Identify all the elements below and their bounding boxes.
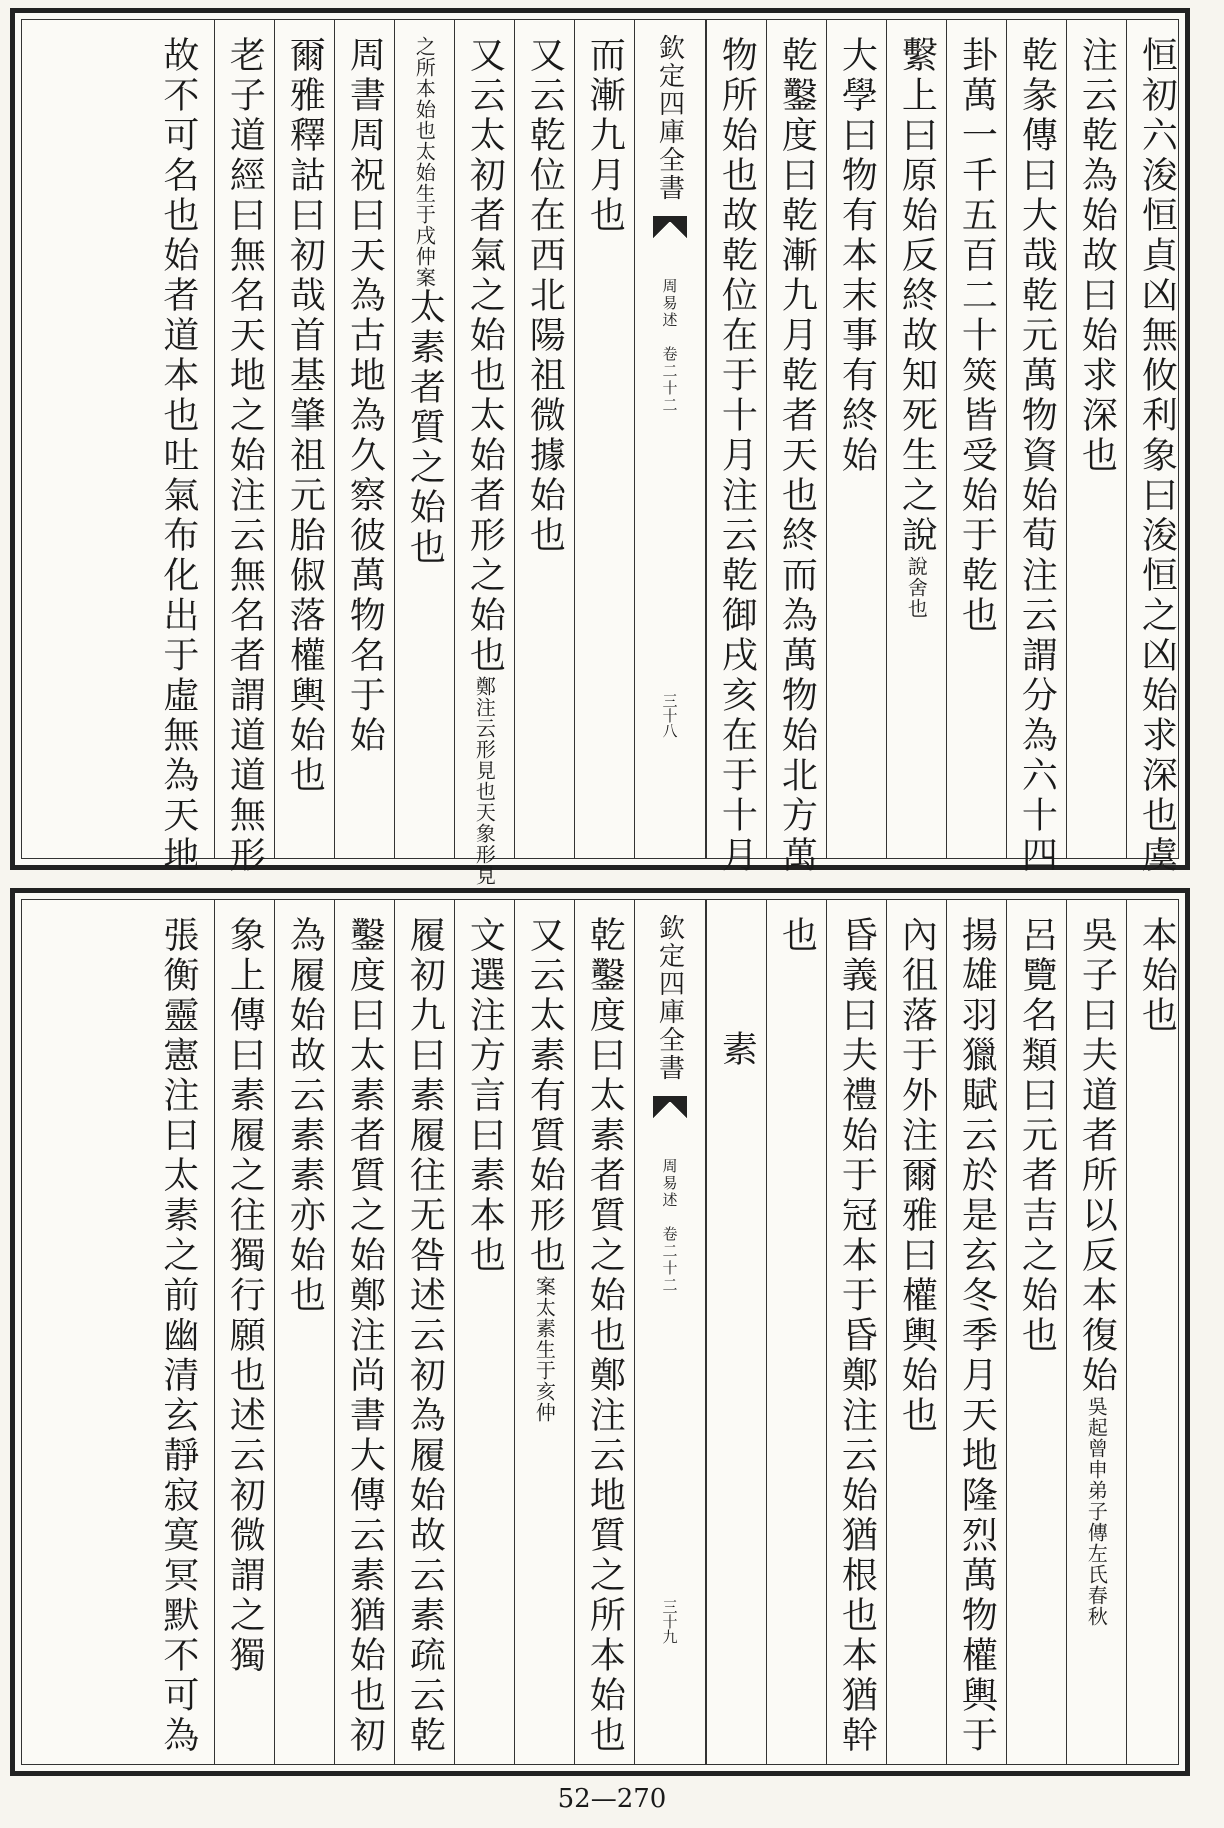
center-margin bbox=[634, 20, 706, 858]
annotation: 吳起曾申弟子傳左氏春秋 bbox=[1084, 1396, 1109, 1627]
text-column: 張衡靈憲注曰太素之前幽清玄靜寂寞冥默不可為 bbox=[157, 916, 199, 1756]
top-page-panel bbox=[10, 8, 1190, 886]
text-column: 文選注方言曰素本也 bbox=[454, 900, 514, 1764]
text-column: 卦萬一千五百二十筴皆受始于乾也 bbox=[946, 20, 1006, 858]
text-column: 周書周祝曰天為古地為久察彼萬物名于始 bbox=[334, 20, 394, 858]
text-column bbox=[514, 900, 574, 1764]
center-margin bbox=[634, 900, 706, 1764]
text-column: 也 bbox=[766, 900, 826, 1764]
text-column: 故不可名也始者道本也吐氣布化出于虛無為天地 bbox=[157, 36, 199, 876]
section-title: 周易述 卷二十二 bbox=[660, 1158, 679, 1294]
text-column bbox=[1066, 900, 1126, 1764]
text-column: 注云乾為始故曰始求深也 bbox=[1066, 20, 1126, 858]
text-column: 揚雄羽獵賦云於是玄冬季月天地隆烈萬物權輿于 bbox=[946, 900, 1006, 1764]
section-heading: 素 bbox=[716, 1030, 758, 1070]
fishtail-ornament bbox=[653, 216, 687, 238]
text-column: 乾彖傳曰大哉乾元萬物資始荀注云謂分為六十四 bbox=[1006, 20, 1066, 858]
text-column: 呂覽名類曰元者吉之始也 bbox=[1006, 900, 1066, 1764]
bottom-page-panel bbox=[10, 888, 1190, 1776]
annotation: 之所本始也太始生于戌仲 bbox=[412, 36, 437, 267]
fishtail-ornament bbox=[653, 1096, 687, 1118]
text-column: 又云乾位在西北陽祖微據始也 bbox=[514, 20, 574, 858]
section-heading-column bbox=[706, 900, 766, 1764]
text-column: 乾鑿度曰乾漸九月乾者天也終而為萬物始北方萬 bbox=[766, 20, 826, 858]
text-column: 本始也 bbox=[1126, 900, 1186, 1764]
main-text: 太素者質之始也 bbox=[404, 288, 446, 568]
folio-number: 三十九 bbox=[660, 1599, 679, 1644]
main-text: 繫上曰原始反終故知死生之說 bbox=[896, 36, 938, 556]
text-column: 恒初六浚恒貞凶無攸利象曰浚恒之凶始求深也虞 bbox=[1126, 20, 1186, 858]
annotation: 說舍也 bbox=[904, 556, 929, 619]
annotation: 鄭注云形見也天象形見 bbox=[472, 676, 497, 886]
text-column: 鑿度曰太素者質之始鄭注尚書大傳云素猶始也初 bbox=[334, 900, 394, 1764]
text-column: 象上傳曰素履之往獨行願也述云初微謂之獨 bbox=[214, 900, 274, 1764]
page-number: 52—270 bbox=[557, 1784, 667, 1814]
text-column: 履初九曰素履往无咎述云初為履始故云素疏云乾 bbox=[394, 900, 454, 1764]
annotation: 案太素生于亥仲 bbox=[532, 1276, 557, 1423]
book-title: 欽定四庫全書 bbox=[654, 914, 685, 1082]
text-column: 昏義曰夫禮始于冠本于昏鄭注云始猶根也本猶幹 bbox=[826, 900, 886, 1764]
text-column: 大學曰物有本末事有終始 bbox=[826, 20, 886, 858]
section-title: 周易述 卷二十二 bbox=[660, 278, 679, 414]
text-column bbox=[886, 20, 946, 858]
text-column: 爾雅釋詁曰初哉首基肇祖元胎俶落權輿始也 bbox=[274, 20, 334, 858]
main-text: 又云太素有質始形也 bbox=[524, 916, 566, 1276]
bottom-page-frame bbox=[21, 899, 1179, 1765]
annotation-marker: 案 bbox=[412, 267, 437, 288]
top-page-frame bbox=[21, 19, 1179, 886]
text-column bbox=[454, 20, 514, 886]
text-column: 老子道經曰無名天地之始注云無名者謂道道無形 bbox=[214, 20, 274, 858]
text-column: 而漸九月也 bbox=[574, 20, 634, 858]
folio-number: 三十八 bbox=[660, 693, 679, 738]
text-column: 物所始也故乾位在于十月注云乾御戌亥在于十月 bbox=[706, 20, 766, 858]
text-column: 內徂落于外注爾雅曰權輿始也 bbox=[886, 900, 946, 1764]
text-column bbox=[394, 20, 454, 858]
book-title: 欽定四庫全書 bbox=[654, 34, 685, 202]
text-column: 為履始故云素素亦始也 bbox=[274, 900, 334, 1764]
main-text: 吳子曰夫道者所以反本復始 bbox=[1076, 916, 1118, 1396]
main-text: 又云太初者氣之始也太始者形之始也 bbox=[464, 36, 506, 676]
text-column: 乾鑿度曰太素者質之始也鄭注云地質之所本始也 bbox=[574, 900, 634, 1764]
